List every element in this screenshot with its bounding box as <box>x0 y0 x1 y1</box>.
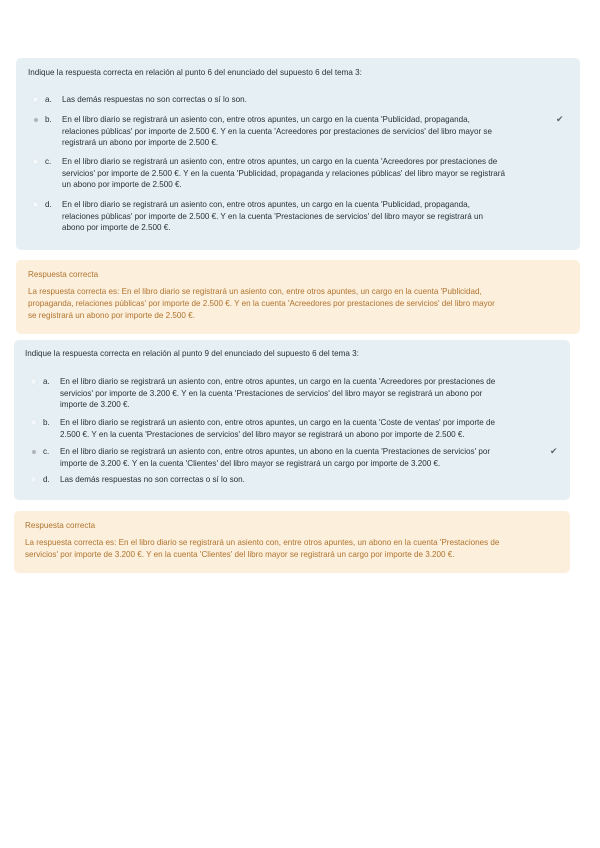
feedback-box <box>14 511 570 573</box>
feedback-text: La respuesta correcta es: En el libro diario se registrará un asiento con, entre otros apuntes, un abono en la cuenta 'Prestaciones de servicios' por importe de 3.200 €. Y en la cuenta 'Clientes' del libro mayor se registrará un cargo por importe de 3.200 €. <box>25 538 500 559</box>
feedback-box <box>16 260 580 334</box>
option-letter: d. <box>43 475 50 484</box>
option-letter: b. <box>43 418 50 427</box>
question-card-6 <box>16 58 580 250</box>
option-text: En el libro diario se registrará un asiento con, entre otros apuntes, un cargo en la cuenta 'Acreedores por prestaciones de servicios' por importe de 2.500 €. Y en la cuenta 'Publicidad, propaganda y relaciones públicas' del libro mayor se registrará un abono por importe de 2.500 €. <box>62 157 505 189</box>
option-text: Las demás respuestas no son correctas o sí lo son. <box>62 95 247 104</box>
feedback-title: Respuesta correcta <box>28 270 99 279</box>
option-c[interactable] <box>30 446 560 470</box>
radio-icon[interactable] <box>30 419 37 426</box>
question-text: Indique la respuesta correcta en relación al punto 9 del enunciado del supuesto 6 del tema 3: <box>25 349 359 358</box>
feedback-text: La respuesta correcta es: En el libro diario se registrará un asiento con, entre otros apuntes, un cargo en la cuenta 'Publicidad, propaganda, relaciones públicas' por importe de 2.500 €. Y en la cuenta 'Acreedores por prestaciones de servicios' del libro mayor se registrará un abono por importe de 2.500 €. <box>28 287 495 320</box>
option-letter: c. <box>45 157 52 166</box>
radio-icon[interactable] <box>32 158 39 165</box>
radio-icon[interactable] <box>32 201 39 208</box>
check-icon: ✔ <box>556 114 564 124</box>
option-letter: b. <box>45 115 52 124</box>
option-a[interactable] <box>30 376 560 412</box>
option-letter: a. <box>45 95 52 104</box>
radio-icon[interactable] <box>32 96 39 103</box>
option-text: En el libro diario se registrará un asiento con, entre otros apuntes, un cargo en la cuenta 'Coste de ventas' por importe de 2.500 €. Y en la cuenta 'Prestaciones de servicios' del libro mayor se registrará un abono por importe de 2.500 €. <box>60 418 496 439</box>
question-text: Indique la respuesta correcta en relación al punto 6 del enunciado del supuesto 6 del tema 3: <box>28 68 362 77</box>
option-text: En el libro diario se registrará un asiento con, entre otros apuntes, un cargo en la cuenta 'Publicidad, propaganda, relaciones públicas' por importe de 2.500 €. Y en la cuenta 'Acreedores por prestaciones de servicios' del libro mayor se registrará un abono por importe de 2.500 €. <box>62 115 492 147</box>
option-text: En el libro diario se registrará un asiento con, entre otros apuntes, un cargo en la cuenta 'Publicidad, propaganda, relaciones públicas' por importe de 2.500 €. Y en la cuenta 'Prestaciones de servicios' del libro mayor se registrará un abono por importe de 2.500 €. <box>62 200 483 232</box>
option-d[interactable] <box>30 474 560 486</box>
option-text: En el libro diario se registrará un asiento con, entre otros apuntes, un abono en la cuenta 'Prestaciones de servicios' por importe de 3.200 €. Y en la cuenta 'Clientes' del libro mayor se registrará un cargo por importe de 3.200 €. <box>60 447 491 468</box>
radio-selected-icon[interactable] <box>32 450 36 454</box>
option-b[interactable] <box>30 417 560 441</box>
option-c[interactable] <box>32 156 572 192</box>
option-b[interactable] <box>32 114 572 150</box>
question-card-9 <box>14 340 570 500</box>
radio-selected-icon[interactable] <box>34 118 38 122</box>
option-letter: d. <box>45 200 52 209</box>
check-icon: ✔ <box>550 446 558 456</box>
option-letter: a. <box>43 377 50 386</box>
option-text: En el libro diario se registrará un asiento con, entre otros apuntes, un cargo en la cuenta 'Acreedores por prestaciones de servicios' por importe de 3.200 €. Y en la cuenta 'Prestaciones de servicios' del libro mayor se registrará un abono por importe de 3.200 €. <box>60 377 496 409</box>
radio-icon[interactable] <box>30 476 37 483</box>
radio-icon[interactable] <box>30 378 37 385</box>
option-a[interactable] <box>32 94 572 106</box>
option-text: Las demás respuestas no son correctas o sí lo son. <box>60 475 245 484</box>
option-d[interactable] <box>32 199 572 235</box>
option-letter: c. <box>43 447 50 456</box>
feedback-title: Respuesta correcta <box>25 521 96 530</box>
